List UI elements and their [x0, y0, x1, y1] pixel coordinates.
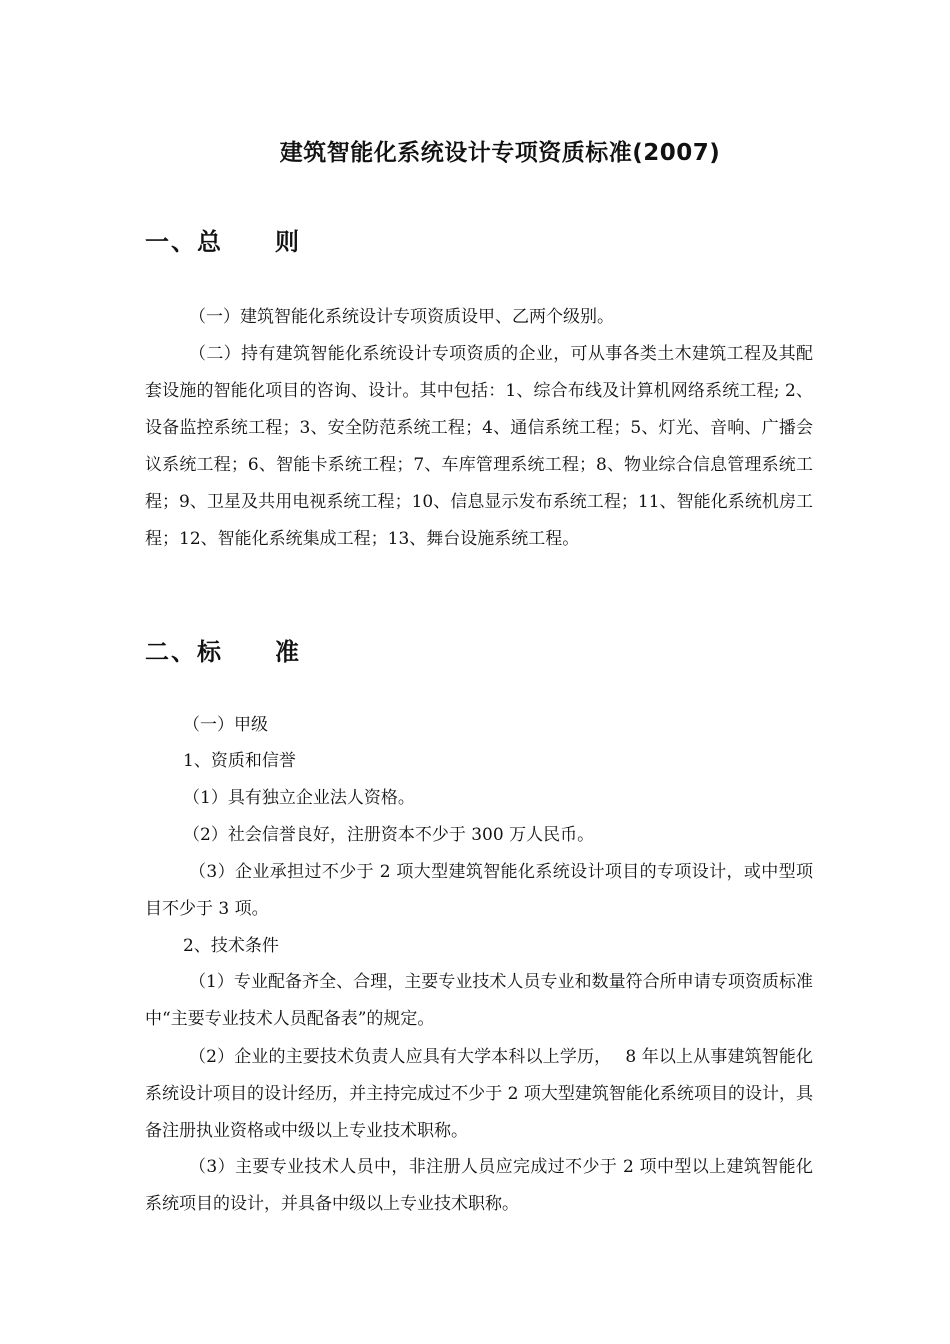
subsection-technical-title: 2、技术条件: [183, 936, 279, 956]
subsection-qualification-title: 1、资质和信誉: [183, 751, 296, 771]
section-heading-general: 一、总 则: [145, 228, 301, 256]
paragraph-business-scope: （二）持有建筑智能化系统设计专项资质的企业，可从事各类土木建筑工程及其配套设施的智能化项目的咨询、设计。其中包括：1、综合布线及计算机网络系统工程; 2、设备监控系统工程；3、安全防范系统工程；4、通信系统工程；5、灯光、音响、广播会议系统工程；6、智能卡系统工程；7、车库管理系统工程；8、物业综合信息管理系统工程；9、卫星及共用电视系统工程；10、信息显示发布系统工程；11、智能化系统机房工程；12、智能化系统集成工程；13、舞台设施系统工程。: [145, 344, 813, 549]
qualification-item-3: （3）企业承担过不少于 2 项大型建筑智能化系统设计项目的专项设计，或中型项目不少于 3 项。: [145, 862, 813, 919]
qualification-item-1: （1）具有独立企业法人资格。: [183, 788, 415, 808]
technical-item-1: （1）专业配备齐全、合理，主要专业技术人员专业和数量符合所申请专项资质标准中“主要专业技术人员配备表”的规定。: [145, 972, 813, 1029]
document-title: 建筑智能化系统设计专项资质标准(2007): [279, 140, 721, 166]
section-heading-standards: 二、标 准: [145, 638, 301, 666]
technical-item-2: （2）企业的主要技术负责人应具有大学本科以上学历， 8 年以上从事建筑智能化系统设计项目的设计经历，并主持完成过不少于 2 项大型建筑智能化系统项目的设计，具备注册执业资格或中级以上专业技术职称。: [145, 1047, 813, 1141]
grade-a-heading: （一）甲级: [183, 715, 268, 735]
paragraph-grade-levels: （一）建筑智能化系统设计专项资质设甲、乙两个级别。: [189, 307, 614, 327]
technical-item-3: （3）主要专业技术人员中，非注册人员应完成过不少于 2 项中型以上建筑智能化系统项目的设计，并具备中级以上专业技术职称。: [145, 1157, 813, 1214]
qualification-item-2: （2）社会信誉良好，注册资本不少于 300 万人民币。: [183, 825, 595, 845]
